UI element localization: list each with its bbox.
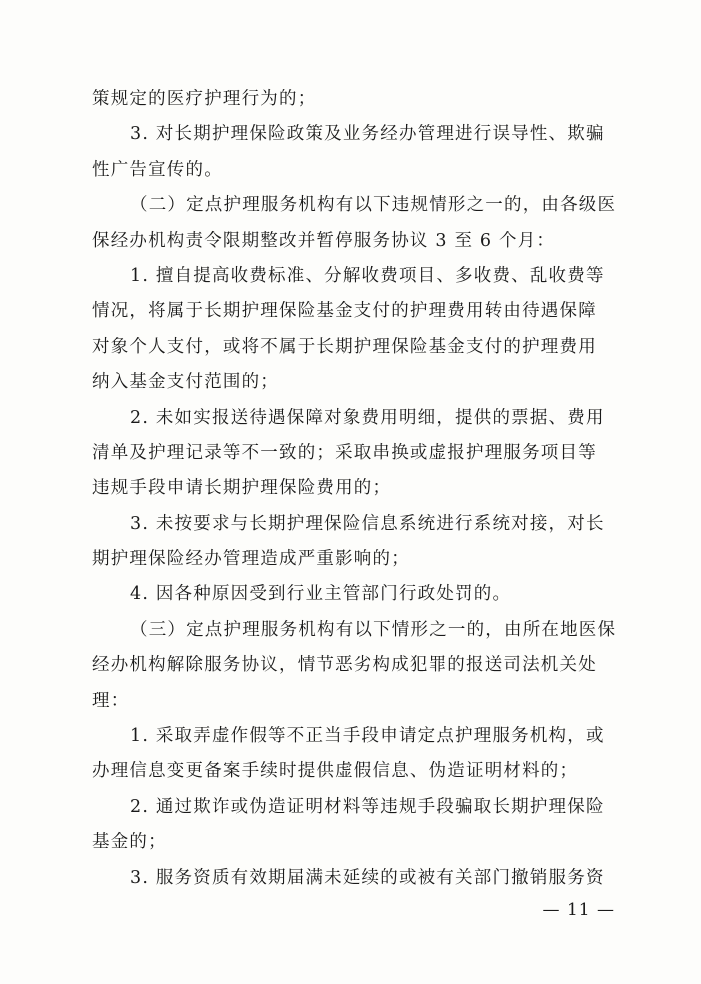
text-line: 经办机构解除服务协议，情节恶劣构成犯罪的报送司法机关处 bbox=[92, 655, 597, 676]
text-line: 对象个人支付，或将不属于长期护理保险基金支付的护理费用 bbox=[92, 336, 597, 357]
text-line: 情况，将属于长期护理保险基金支付的护理费用转由待遇保障 bbox=[92, 301, 597, 322]
text-line: 2. 通过欺诈或伪造证明材料等违规手段骗取长期护理保险 bbox=[130, 796, 605, 817]
text-line: 理： bbox=[92, 690, 130, 711]
text-line: 期护理保险经办管理造成严重影响的； bbox=[92, 549, 410, 570]
text-line: 违规手段申请长期护理保险费用的； bbox=[92, 478, 392, 499]
text-line: 1. 采取弄虚作假等不正当手段申请定点护理服务机构，或 bbox=[130, 726, 605, 747]
text-line: 3. 未按要求与长期护理保险信息系统进行系统对接，对长 bbox=[130, 513, 605, 534]
text-line: 策规定的医疗护理行为的； bbox=[92, 89, 317, 109]
text-line: 基金的； bbox=[92, 832, 167, 853]
text-line: 清单及护理记录等不一致的；采取串换或虚报护理服务项目等 bbox=[92, 442, 597, 463]
text-line: 1. 擅自提高收费标准、分解收费项目、多收费、乱收费等 bbox=[130, 265, 605, 286]
text-line: 4. 因各种原因受到行业主管部门行政处罚的。 bbox=[130, 584, 512, 605]
text-line: 性广告宣传的。 bbox=[92, 159, 223, 180]
text-line: （三）定点护理服务机构有以下情形之一的，由所在地医保 bbox=[130, 619, 617, 640]
text-line: 办理信息变更备案手续时提供虚假信息、伪造证明材料的； bbox=[92, 761, 579, 782]
text-line: 纳入基金支付范围的； bbox=[92, 372, 279, 393]
text-line: 2. 未如实报送待遇保障对象费用明细，提供的票据、费用 bbox=[130, 407, 605, 428]
text-line: 3. 服务资质有效期届满未延续的或被有关部门撤销服务资 bbox=[130, 867, 605, 888]
text-line: 3. 对长期护理保险政策及业务经办管理进行误导性、欺骗 bbox=[130, 124, 605, 145]
page-number: — 11 — bbox=[542, 900, 615, 920]
document-body bbox=[92, 82, 622, 896]
text-line: 保经办机构责令限期整改并暂停服务协议 3 至 6 个月： bbox=[92, 230, 556, 251]
text-line: （二）定点护理服务机构有以下违规情形之一的，由各级医 bbox=[130, 195, 617, 216]
